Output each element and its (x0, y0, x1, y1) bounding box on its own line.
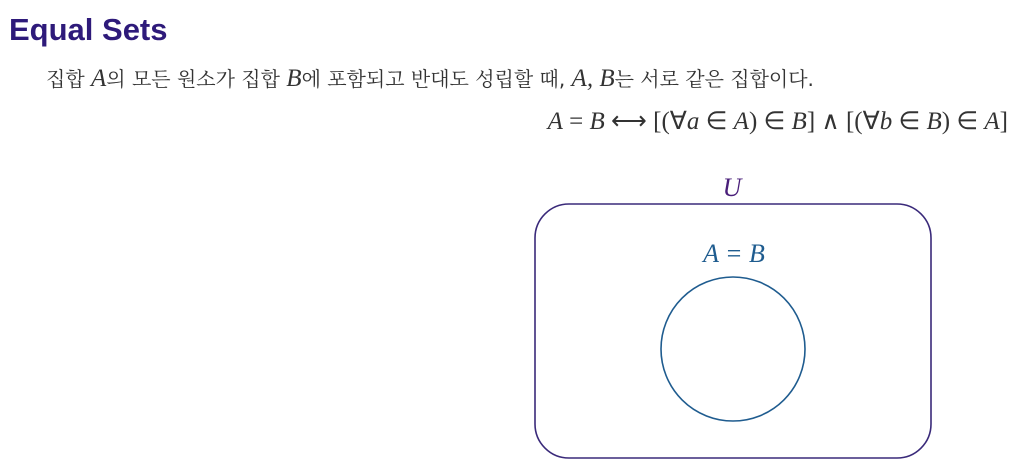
set-label: A = B (703, 239, 765, 268)
page-title: Equal Sets (9, 12, 168, 47)
definition-part-4: 는 서로 같은 집합이다. (614, 67, 814, 91)
formula-in-2: ∈ (892, 108, 927, 135)
formula-close-2: ) ∈ (941, 108, 985, 135)
formula-close-1: ) ∈ (748, 108, 792, 135)
set-a-variable: A (91, 65, 107, 92)
formula-lhs: A (547, 108, 563, 135)
formula-set-b-2: B (926, 108, 942, 135)
sets-variables: A, B (571, 65, 615, 92)
formula-rhs: B (589, 108, 605, 135)
formula-set-a-2: A (984, 108, 1000, 135)
formula-set-b-1: B (791, 108, 807, 135)
formula-in-1: ∈ (699, 108, 734, 135)
formula-element-b: b (879, 108, 893, 135)
set-b-variable: B (286, 65, 302, 92)
formula-set-a-1: A (733, 108, 749, 135)
set-circle (661, 277, 805, 421)
formula-equals: = (562, 108, 590, 135)
formula-iff: ⟷ [(∀ (604, 108, 687, 135)
definition-part-2: 의 모든 원소가 집합 (106, 67, 287, 91)
formula-and: ] ∧ [(∀ (806, 108, 880, 135)
definition-part-1: 집합 (46, 67, 91, 91)
definition-part-3: 에 포함되고 반대도 성립할 때, (301, 67, 572, 91)
formula-end: ] (999, 108, 1008, 135)
universe-label: U (722, 173, 742, 202)
formula-element-a: a (686, 108, 700, 135)
